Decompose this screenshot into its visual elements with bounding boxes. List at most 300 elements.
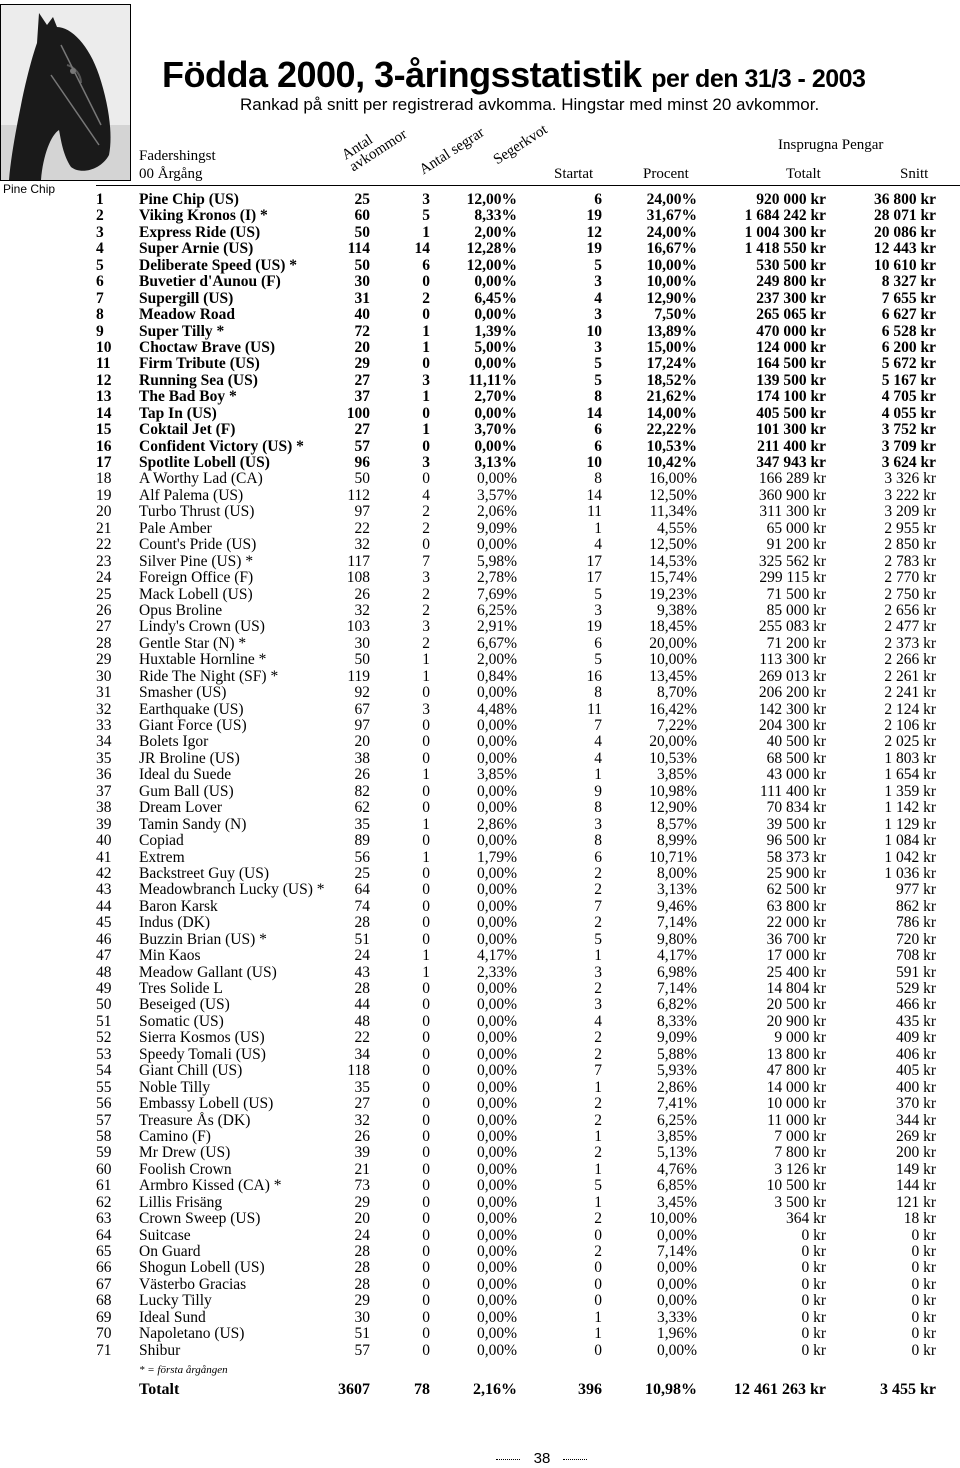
winner-count: 1 bbox=[422, 651, 430, 669]
earnings-total: 0 kr bbox=[801, 1275, 826, 1293]
started-count: 0 bbox=[594, 1341, 602, 1359]
earnings-average: 149 kr bbox=[895, 1160, 936, 1178]
earnings-total: 204 300 kr bbox=[758, 717, 826, 734]
totals-total: 12 461 263 kr bbox=[734, 1381, 826, 1398]
started-percent: 15,74% bbox=[649, 569, 697, 587]
earnings-average: 2 106 kr bbox=[884, 717, 936, 734]
rank: 63 bbox=[96, 1210, 112, 1228]
started-percent: 10,71% bbox=[649, 848, 697, 866]
offspring-count: 28 bbox=[354, 1259, 370, 1277]
rank: 64 bbox=[96, 1226, 112, 1244]
win-ratio: 0,00% bbox=[476, 897, 517, 915]
sire-name: Ideal du Suede bbox=[139, 766, 232, 784]
earnings-total: 20 500 kr bbox=[766, 996, 826, 1014]
sire-name: Suitcase bbox=[139, 1226, 191, 1244]
earnings-total: 325 562 kr bbox=[758, 552, 826, 570]
earnings-total: 91 200 kr bbox=[766, 536, 826, 554]
earnings-average: 466 kr bbox=[895, 996, 936, 1014]
offspring-count: 114 bbox=[347, 240, 370, 258]
sire-name: Foolish Crown bbox=[139, 1160, 232, 1178]
started-percent: 22,22% bbox=[646, 421, 697, 439]
started-count: 2 bbox=[594, 1243, 602, 1260]
rank: 52 bbox=[96, 1029, 112, 1047]
earnings-total: 65 000 kr bbox=[766, 519, 826, 537]
earnings-average: 3 709 kr bbox=[881, 437, 936, 455]
started-percent: 16,00% bbox=[649, 470, 697, 488]
sire-name: Sierra Kosmos (US) bbox=[139, 1029, 265, 1047]
rank: 36 bbox=[96, 766, 112, 784]
offspring-count: 28 bbox=[354, 1275, 370, 1293]
started-percent: 12,90% bbox=[649, 799, 697, 817]
winner-count: 1 bbox=[422, 963, 430, 981]
started-percent: 3,85% bbox=[656, 1127, 697, 1145]
winner-count: 0 bbox=[422, 1111, 430, 1129]
earnings-total: 139 500 kr bbox=[756, 371, 826, 389]
earnings-total: 269 013 kr bbox=[758, 667, 826, 685]
earnings-average: 1 129 kr bbox=[884, 815, 936, 833]
win-ratio: 9,09% bbox=[476, 519, 517, 537]
win-ratio: 0,00% bbox=[476, 1078, 517, 1096]
header-sire: Fadershingst bbox=[139, 148, 216, 164]
offspring-count: 57 bbox=[354, 1341, 370, 1359]
sire-name: Gum Ball (US) bbox=[139, 782, 234, 800]
started-percent: 20,00% bbox=[649, 634, 697, 652]
earnings-total: 0 kr bbox=[801, 1243, 826, 1260]
started-count: 1 bbox=[594, 519, 602, 537]
rank: 40 bbox=[96, 832, 112, 850]
earnings-average: 3 209 kr bbox=[884, 503, 936, 521]
earnings-total: 255 083 kr bbox=[758, 618, 826, 636]
table-row bbox=[0, 866, 960, 882]
started-percent: 12,50% bbox=[649, 486, 697, 504]
started-count: 3 bbox=[594, 963, 602, 981]
offspring-count: 44 bbox=[354, 996, 370, 1014]
started-count: 3 bbox=[594, 306, 602, 324]
table-row bbox=[0, 932, 960, 948]
earnings-average: 4 705 kr bbox=[881, 388, 936, 406]
rank: 31 bbox=[96, 684, 112, 702]
rank: 13 bbox=[96, 388, 112, 406]
earnings-total: 71 500 kr bbox=[766, 585, 826, 603]
table-row bbox=[0, 1310, 960, 1326]
table-row bbox=[0, 373, 960, 389]
table-row bbox=[0, 406, 960, 422]
earnings-average: 2 477 kr bbox=[884, 618, 936, 636]
started-count: 6 bbox=[594, 421, 602, 439]
earnings-total: 14 804 kr bbox=[766, 980, 826, 997]
winner-count: 1 bbox=[422, 815, 430, 833]
sire-name: Ride The Night (SF) * bbox=[139, 667, 279, 685]
earnings-total: 71 200 kr bbox=[766, 634, 826, 652]
offspring-count: 48 bbox=[354, 1012, 370, 1030]
sire-name: Napoletano (US) bbox=[139, 1325, 245, 1343]
started-count: 19 bbox=[586, 207, 602, 225]
started-count: 2 bbox=[594, 1095, 602, 1113]
earnings-total: 0 kr bbox=[801, 1259, 826, 1277]
stallion-table bbox=[0, 192, 960, 1359]
rank: 9 bbox=[96, 322, 104, 340]
started-percent: 0,00% bbox=[656, 1275, 697, 1293]
win-ratio: 0,00% bbox=[474, 404, 517, 422]
win-ratio: 0,00% bbox=[476, 733, 517, 751]
earnings-total: 25 900 kr bbox=[766, 864, 826, 882]
win-ratio: 5,00% bbox=[474, 338, 517, 356]
started-percent: 8,70% bbox=[656, 684, 697, 702]
sire-name: Deliberate Speed (US) * bbox=[139, 256, 297, 274]
started-count: 4 bbox=[594, 1012, 602, 1030]
winner-count: 1 bbox=[422, 421, 430, 439]
offspring-count: 26 bbox=[354, 1127, 370, 1145]
earnings-average: 786 kr bbox=[895, 914, 936, 932]
started-count: 19 bbox=[586, 240, 602, 258]
earnings-total: 40 500 kr bbox=[766, 733, 826, 751]
table-row bbox=[0, 1260, 960, 1276]
started-percent: 3,13% bbox=[656, 881, 697, 899]
rank: 39 bbox=[96, 815, 112, 833]
table-row bbox=[0, 274, 960, 290]
table-row bbox=[0, 669, 960, 685]
table-row bbox=[0, 1326, 960, 1342]
totals-winners: 78 bbox=[414, 1381, 430, 1398]
photo-caption: Pine Chip bbox=[3, 182, 56, 196]
earnings-total: 111 400 kr bbox=[759, 782, 826, 800]
earnings-average: 6 200 kr bbox=[881, 338, 936, 356]
winner-count: 0 bbox=[422, 355, 430, 373]
started-count: 16 bbox=[586, 667, 602, 685]
table-row bbox=[0, 537, 960, 553]
totals-row bbox=[0, 1381, 960, 1399]
earnings-total: 20 900 kr bbox=[766, 1012, 826, 1030]
started-percent: 8,00% bbox=[656, 864, 697, 882]
win-ratio: 3,70% bbox=[474, 421, 517, 439]
offspring-count: 60 bbox=[354, 207, 370, 225]
table-row bbox=[0, 241, 960, 257]
rank: 19 bbox=[96, 486, 112, 504]
sire-name: Treasure Ås (DK) bbox=[139, 1111, 251, 1129]
offspring-count: 24 bbox=[354, 1226, 370, 1244]
offspring-count: 38 bbox=[354, 749, 370, 767]
offspring-count: 26 bbox=[354, 585, 370, 603]
started-count: 3 bbox=[594, 815, 602, 833]
win-ratio: 6,67% bbox=[476, 634, 517, 652]
table-row bbox=[0, 817, 960, 833]
earnings-average: 1 359 kr bbox=[884, 782, 936, 800]
rank: 28 bbox=[96, 634, 112, 652]
winner-count: 0 bbox=[422, 306, 430, 324]
started-percent: 7,14% bbox=[656, 914, 697, 932]
sire-name: Pine Chip (US) bbox=[139, 191, 239, 208]
table-row bbox=[0, 718, 960, 734]
started-count: 2 bbox=[594, 1045, 602, 1063]
started-count: 10 bbox=[586, 454, 602, 471]
sire-name: Dream Lover bbox=[139, 799, 223, 817]
win-ratio: 6,25% bbox=[476, 601, 517, 619]
header-total: Totalt bbox=[786, 166, 821, 182]
started-count: 0 bbox=[594, 1275, 602, 1293]
sire-name: Pale Amber bbox=[139, 519, 212, 537]
started-percent: 13,89% bbox=[646, 322, 697, 340]
table-row bbox=[0, 833, 960, 849]
offspring-count: 34 bbox=[354, 1045, 370, 1063]
rank: 17 bbox=[96, 454, 112, 471]
rank: 68 bbox=[96, 1292, 112, 1310]
win-ratio: 0,00% bbox=[476, 1012, 517, 1030]
earnings-total: 470 000 kr bbox=[756, 322, 826, 340]
win-ratio: 3,57% bbox=[476, 486, 517, 504]
winner-count: 0 bbox=[422, 1078, 430, 1096]
win-ratio: 0,00% bbox=[476, 1177, 517, 1195]
rank: 22 bbox=[96, 536, 112, 554]
earnings-total: 70 834 kr bbox=[766, 799, 826, 817]
rank: 35 bbox=[96, 749, 112, 767]
earnings-average: 1 142 kr bbox=[884, 799, 936, 817]
rank: 57 bbox=[96, 1111, 112, 1129]
offspring-count: 43 bbox=[354, 963, 370, 981]
earnings-average: 1 084 kr bbox=[884, 832, 936, 850]
table-row bbox=[0, 1195, 960, 1211]
earnings-average: 36 800 kr bbox=[874, 191, 936, 208]
sire-name: Extrem bbox=[139, 848, 185, 866]
started-percent: 10,53% bbox=[646, 437, 697, 455]
earnings-total: 1 418 550 kr bbox=[744, 240, 826, 258]
win-ratio: 0,00% bbox=[476, 1160, 517, 1178]
earnings-average: 0 kr bbox=[911, 1308, 936, 1326]
rank: 11 bbox=[96, 355, 111, 373]
win-ratio: 0,00% bbox=[476, 684, 517, 702]
rank: 37 bbox=[96, 782, 112, 800]
winner-count: 0 bbox=[422, 782, 430, 800]
table-row bbox=[0, 702, 960, 718]
winner-count: 0 bbox=[422, 733, 430, 751]
sire-name: Noble Tilly bbox=[139, 1078, 211, 1096]
winner-count: 3 bbox=[422, 700, 430, 718]
started-count: 6 bbox=[594, 634, 602, 652]
rank: 3 bbox=[96, 223, 104, 241]
table-row bbox=[0, 965, 960, 981]
sire-name: Bolets Igor bbox=[139, 733, 209, 751]
offspring-count: 112 bbox=[347, 486, 370, 504]
earnings-total: 3 500 kr bbox=[774, 1193, 826, 1211]
winner-count: 0 bbox=[422, 1275, 430, 1293]
earnings-average: 0 kr bbox=[911, 1325, 936, 1343]
table-row bbox=[0, 882, 960, 898]
rank: 18 bbox=[96, 470, 112, 488]
winner-count: 4 bbox=[422, 486, 430, 504]
offspring-count: 119 bbox=[347, 667, 370, 685]
rank: 46 bbox=[96, 930, 112, 948]
sire-name: Choctaw Brave (US) bbox=[139, 338, 276, 356]
sire-name: A Worthy Lad (CA) bbox=[139, 470, 263, 488]
rank: 7 bbox=[96, 289, 104, 307]
rank: 20 bbox=[96, 503, 112, 521]
earnings-average: 28 071 kr bbox=[874, 207, 936, 225]
offspring-count: 21 bbox=[354, 1160, 370, 1178]
rank: 24 bbox=[96, 569, 112, 587]
offspring-count: 97 bbox=[354, 717, 370, 734]
started-count: 0 bbox=[594, 1226, 602, 1244]
winner-count: 0 bbox=[422, 404, 430, 422]
started-count: 12 bbox=[586, 223, 602, 241]
earnings-total: 249 800 kr bbox=[756, 273, 826, 291]
rank: 1 bbox=[96, 191, 104, 208]
win-ratio: 3,85% bbox=[476, 766, 517, 784]
started-count: 1 bbox=[594, 1308, 602, 1326]
earnings-average: 144 kr bbox=[895, 1177, 936, 1195]
win-ratio: 0,00% bbox=[476, 1341, 517, 1359]
table-row bbox=[0, 471, 960, 487]
started-count: 3 bbox=[594, 338, 602, 356]
offspring-count: 32 bbox=[354, 536, 370, 554]
header-started: Startat bbox=[554, 166, 594, 182]
table-row bbox=[0, 570, 960, 586]
winner-count: 1 bbox=[422, 338, 430, 356]
winner-count: 2 bbox=[422, 634, 430, 652]
table-row bbox=[0, 1030, 960, 1046]
winner-count: 1 bbox=[422, 322, 430, 340]
table-row bbox=[0, 208, 960, 224]
started-count: 2 bbox=[594, 980, 602, 997]
started-count: 6 bbox=[594, 437, 602, 455]
header-percent: Procent bbox=[643, 166, 689, 182]
header-offspring: Antal avkommor bbox=[339, 126, 410, 176]
win-ratio: 0,00% bbox=[476, 1308, 517, 1326]
offspring-count: 22 bbox=[354, 519, 370, 537]
winner-count: 0 bbox=[422, 1127, 430, 1145]
started-percent: 9,38% bbox=[656, 601, 697, 619]
earnings-total: 43 000 kr bbox=[766, 766, 826, 784]
winner-count: 0 bbox=[422, 1029, 430, 1047]
earnings-average: 2 770 kr bbox=[884, 569, 936, 587]
earnings-total: 166 289 kr bbox=[758, 470, 826, 488]
started-percent: 6,25% bbox=[656, 1111, 697, 1129]
earnings-average: 4 055 kr bbox=[881, 404, 936, 422]
earnings-average: 200 kr bbox=[895, 1144, 936, 1162]
earnings-average: 344 kr bbox=[895, 1111, 936, 1129]
started-count: 4 bbox=[594, 289, 602, 307]
winner-count: 6 bbox=[422, 256, 430, 274]
rank: 27 bbox=[96, 618, 112, 636]
win-ratio: 0,00% bbox=[476, 470, 517, 488]
earnings-total: 63 800 kr bbox=[766, 897, 826, 915]
table-row bbox=[0, 636, 960, 652]
totals-percent: 10,98% bbox=[645, 1381, 697, 1398]
sire-name: Meadow Road bbox=[139, 306, 236, 324]
started-percent: 0,00% bbox=[656, 1341, 697, 1359]
earnings-total: 265 065 kr bbox=[756, 306, 826, 324]
table-row bbox=[0, 734, 960, 750]
rank: 48 bbox=[96, 963, 112, 981]
sire-name: Mack Lobell (US) bbox=[139, 585, 253, 603]
table-row bbox=[0, 1211, 960, 1227]
started-count: 3 bbox=[594, 273, 602, 291]
started-percent: 9,46% bbox=[656, 897, 697, 915]
earnings-total: 0 kr bbox=[801, 1226, 826, 1244]
table-row bbox=[0, 1343, 960, 1359]
offspring-count: 50 bbox=[354, 651, 370, 669]
started-percent: 2,86% bbox=[656, 1078, 697, 1096]
table-row bbox=[0, 948, 960, 964]
rank: 54 bbox=[96, 1062, 112, 1080]
table-row bbox=[0, 258, 960, 274]
earnings-total: 17 000 kr bbox=[766, 947, 826, 965]
started-percent: 7,14% bbox=[656, 980, 697, 997]
started-count: 7 bbox=[594, 897, 602, 915]
offspring-count: 64 bbox=[354, 881, 370, 899]
table-row bbox=[0, 1080, 960, 1096]
started-count: 5 bbox=[594, 256, 602, 274]
earnings-total: 22 000 kr bbox=[766, 914, 826, 932]
page-number: 38 bbox=[533, 1450, 551, 1467]
rank: 42 bbox=[96, 864, 112, 882]
sire-name: Running Sea (US) bbox=[139, 371, 258, 389]
earnings-total: 124 000 kr bbox=[756, 338, 826, 356]
started-percent: 3,85% bbox=[656, 766, 697, 784]
sire-name: Tamin Sandy (N) bbox=[139, 815, 247, 833]
sire-name: Lillis Frisäng bbox=[139, 1193, 223, 1211]
table-row bbox=[0, 1014, 960, 1030]
table-row bbox=[0, 1277, 960, 1293]
offspring-count: 28 bbox=[354, 1243, 370, 1260]
winner-count: 0 bbox=[422, 1062, 430, 1080]
table-row bbox=[0, 521, 960, 537]
earnings-average: 0 kr bbox=[911, 1341, 936, 1359]
started-count: 10 bbox=[586, 322, 602, 340]
started-count: 2 bbox=[594, 1029, 602, 1047]
earnings-average: 2 266 kr bbox=[884, 651, 936, 669]
winner-count: 2 bbox=[422, 585, 430, 603]
sire-name: JR Broline (US) bbox=[139, 749, 240, 767]
started-percent: 10,00% bbox=[646, 256, 697, 274]
started-count: 14 bbox=[586, 404, 602, 422]
winner-count: 1 bbox=[422, 766, 430, 784]
rank: 44 bbox=[96, 897, 112, 915]
sire-name: Beseiged (US) bbox=[139, 996, 230, 1014]
earnings-average: 0 kr bbox=[911, 1243, 936, 1260]
rank: 45 bbox=[96, 914, 112, 932]
table-row bbox=[0, 1096, 960, 1112]
sire-name: Meadowbranch Lucky (US) * bbox=[139, 881, 325, 899]
offspring-count: 25 bbox=[354, 864, 370, 882]
offspring-count: 20 bbox=[354, 338, 370, 356]
earnings-total: 10 000 kr bbox=[766, 1095, 826, 1113]
sire-name: Buvetier d'Aunou (F) bbox=[139, 273, 281, 291]
offspring-count: 30 bbox=[354, 634, 370, 652]
winner-count: 0 bbox=[422, 684, 430, 702]
totals-label: Totalt bbox=[139, 1381, 180, 1398]
earnings-average: 6 528 kr bbox=[881, 322, 936, 340]
earnings-total: 0 kr bbox=[801, 1308, 826, 1326]
earnings-total: 206 200 kr bbox=[758, 684, 826, 702]
table-row bbox=[0, 340, 960, 356]
earnings-total: 1 684 242 kr bbox=[744, 207, 826, 225]
earnings-average: 862 kr bbox=[895, 897, 936, 915]
offspring-count: 20 bbox=[354, 733, 370, 751]
offspring-count: 56 bbox=[354, 848, 370, 866]
rank: 51 bbox=[96, 1012, 112, 1030]
win-ratio: 1,79% bbox=[476, 848, 517, 866]
winner-count: 0 bbox=[422, 1012, 430, 1030]
earnings-average: 1 036 kr bbox=[884, 864, 936, 882]
offspring-count: 31 bbox=[354, 289, 370, 307]
win-ratio: 4,48% bbox=[476, 700, 517, 718]
started-count: 5 bbox=[594, 355, 602, 373]
table-row bbox=[0, 291, 960, 307]
offspring-count: 28 bbox=[354, 980, 370, 997]
winner-count: 3 bbox=[422, 618, 430, 636]
win-ratio: 0,00% bbox=[476, 1062, 517, 1080]
totals-average: 3 455 kr bbox=[880, 1381, 936, 1398]
offspring-count: 24 bbox=[354, 947, 370, 965]
